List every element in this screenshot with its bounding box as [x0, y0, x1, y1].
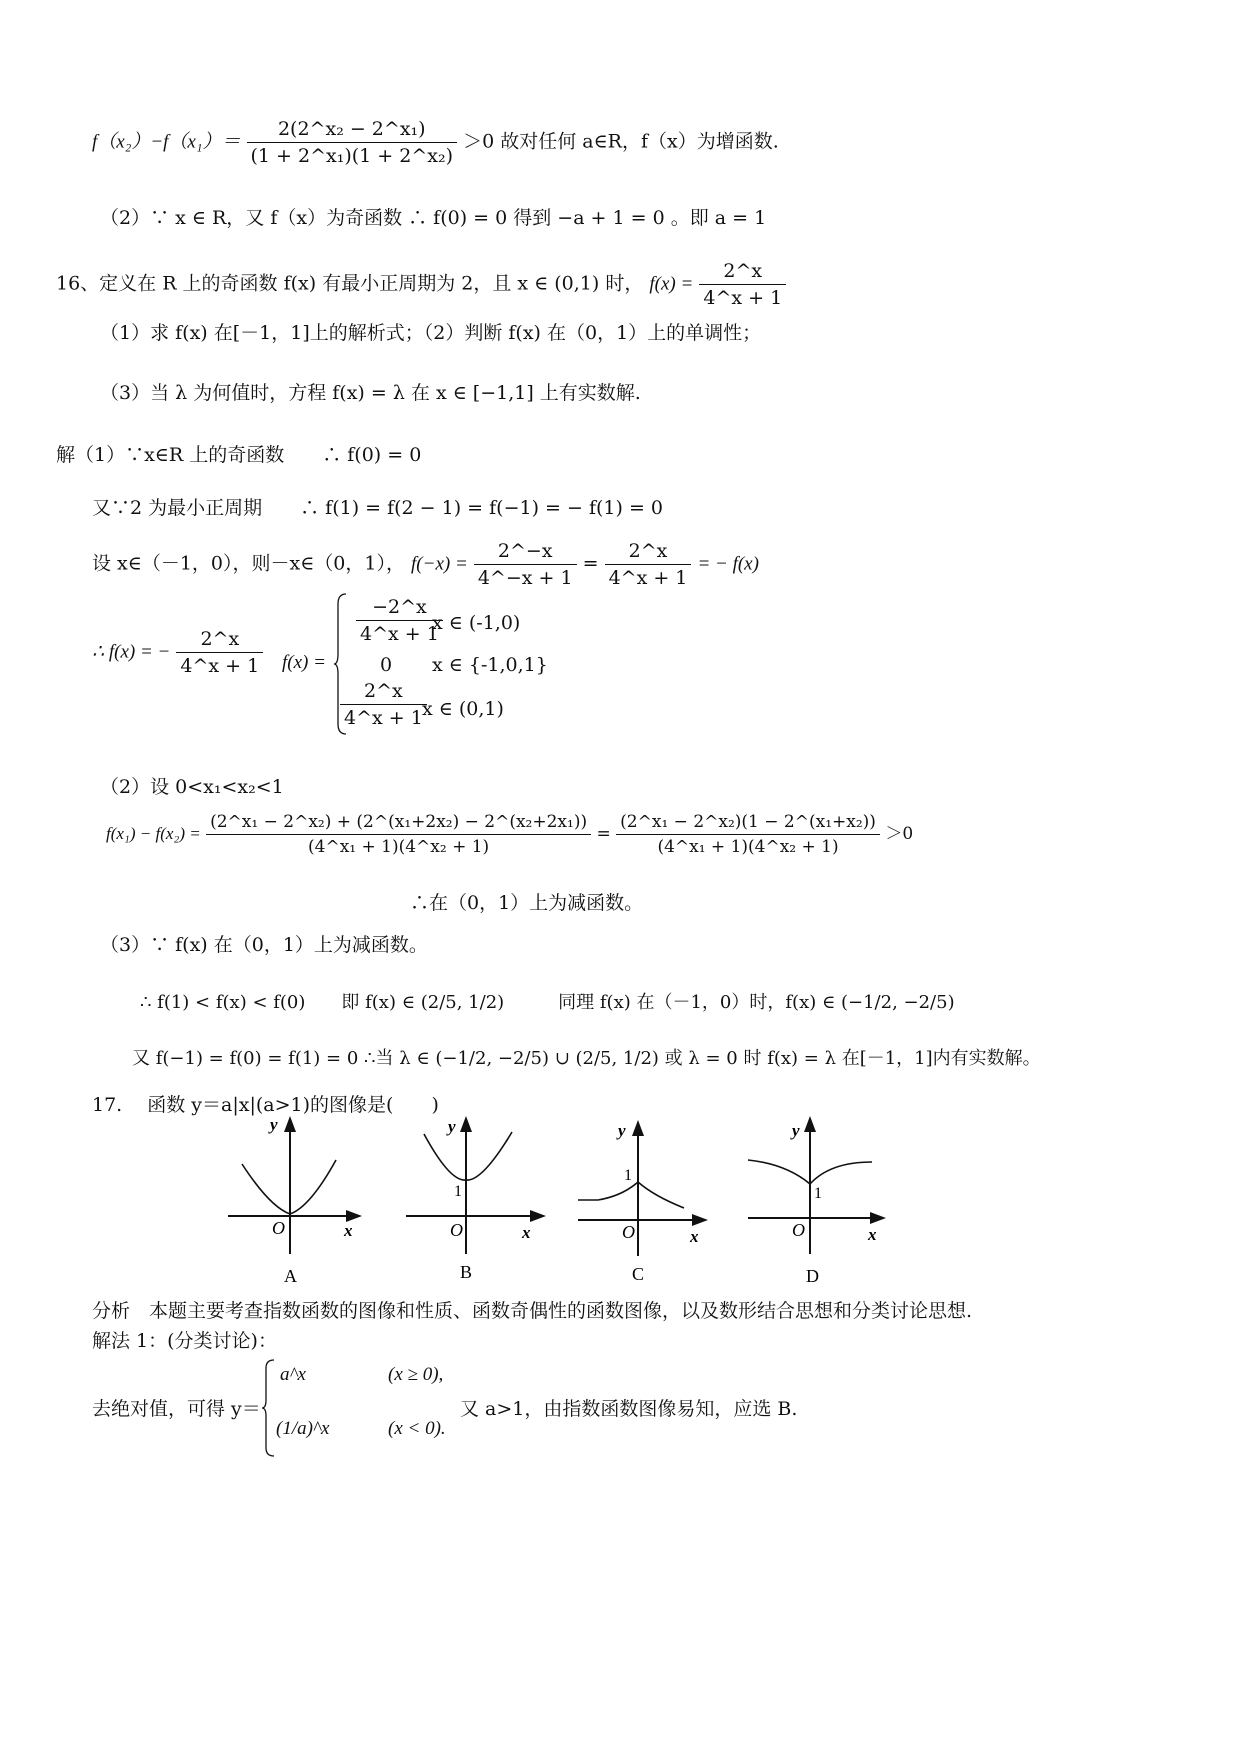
q17-graphs [220, 1112, 900, 1292]
piece3-num: 2^x [364, 680, 403, 702]
graph-a-origin: O [272, 1218, 285, 1238]
sol-p3-intro: （3）∵ f(x) 在（0，1）上为减函数。 [100, 934, 428, 956]
piece1-num: −2^x [372, 596, 427, 618]
sol-s4-num: 2^x [200, 628, 240, 650]
analysis-case2-cond: (x < 0). [388, 1418, 446, 1439]
line1-lhs: f（x₂）−f（x₁）＝ [92, 131, 241, 153]
q16-part1: （1）求 f(x) 在[－1，1]上的解析式；（2）判断 f(x) 在（0，1）上的单调性； [100, 322, 762, 344]
sol-p2-num2: (2^x₁ − 2^x₂)(1 − 2^(x₁+x₂)) [620, 812, 876, 832]
sol-s4-lhs: ∴ f(x) = − [92, 641, 171, 663]
sol-p2-frac1 [206, 812, 591, 857]
sol-p2-line [106, 812, 913, 857]
graph-a-y-label: y [270, 1115, 278, 1134]
sol-s3-d1: 4^−x + 1 [474, 564, 577, 589]
sol-p2-den1: (4^x₁ + 1)(4^x₂ + 1) [206, 834, 591, 857]
sol-s4-fraction [176, 628, 263, 677]
piece3-fraction [340, 680, 427, 729]
graph-c-one: 1 [624, 1167, 632, 1184]
piece2-val: 0 [380, 654, 393, 676]
sol-p2-intro: （2）设 0<x₁<x₂<1 [100, 776, 284, 798]
q16-stem-num: 2^x [723, 260, 763, 282]
analysis-a3-tail: 又 a>1，由指数函数图像易知，应选 B. [460, 1398, 798, 1420]
graph-d-x-label: x [868, 1225, 877, 1244]
graph-b-y-label: y [448, 1117, 456, 1136]
graph-c-y-label: y [618, 1121, 626, 1140]
graph-b-one: 1 [454, 1183, 462, 1200]
sol-s3-n2: 2^x [628, 540, 668, 562]
graph-d-label: D [806, 1266, 819, 1286]
analysis-case1-expr: a^x [280, 1364, 306, 1385]
piece1-fraction [356, 596, 443, 645]
sol-p2-frac2 [616, 812, 880, 857]
q16-stem-lhs: f(x) = [649, 273, 694, 295]
piece1-cond: x ∈ (-1,0) [432, 612, 521, 634]
sol-s3-frac2 [605, 540, 692, 589]
piece3 [340, 680, 427, 729]
analysis-brace [262, 1358, 278, 1463]
line1-num: 2(2^x₂ − 2^x₁) [277, 118, 426, 140]
sol-s3-tail: = − f(x) [697, 553, 759, 575]
sol-p2-num1: (2^x₁ − 2^x₂) + (2^(x₁+2x₂) − 2^(x₂+2x₁)) [210, 812, 588, 832]
sol-s3-mid: = [582, 552, 599, 575]
sol-s3-prefix: 设 x∈（－1，0），则－x∈（0，1）， [92, 552, 405, 575]
graph-d-one: 1 [814, 1185, 822, 1202]
graph-b-origin: O [450, 1220, 463, 1240]
sol-s3 [92, 540, 759, 589]
graph-c-x-label: x [690, 1227, 699, 1246]
graph-c [578, 1121, 704, 1284]
graph-b-x-label: x [522, 1223, 531, 1242]
graph-d-origin: O [792, 1220, 805, 1240]
graph-a [228, 1115, 358, 1286]
q17-stem: 17. 函数 y＝a|x|(a>1)的图像是( ) [92, 1094, 439, 1116]
line1-den: (1 + 2^x₁)(1 + 2^x₂) [247, 142, 458, 167]
analysis-case1-cond: (x ≥ 0), [388, 1364, 444, 1385]
sol-s1: 解（1）∵x∈R 上的奇函数 ∴ f(0) = 0 [56, 444, 422, 466]
brace-icon [262, 1358, 278, 1458]
analysis-a1: 分析 本题主要考查指数函数的图像和性质、函数奇偶性的函数图像，以及数形结合思想和分类讨论思想. [92, 1300, 973, 1322]
sol-p2-eq: = [596, 824, 611, 844]
sol-p3-final: 又 f(−1) = f(0) = f(1) = 0 ∴当 λ ∈ (−1/2, −2/5) ∪ (2/5, 1/2) 或 λ = 0 时 f(x) = λ 在[－1，1]内有实数解。 [132, 1048, 1041, 1069]
graph-c-label: C [632, 1264, 645, 1284]
sol-s2: 又∵2 为最小正周期 ∴ f(1) = f(2 − 1) = f(−1) = − f(1) = 0 [92, 497, 664, 519]
line1-fraction [247, 118, 458, 167]
q16-stem [56, 260, 786, 309]
piece1-den: 4^x + 1 [356, 620, 443, 645]
sol-p2-tail: ＞0 [885, 824, 914, 844]
sol-p2-conclusion: ∴在（0，1）上为减函数。 [410, 892, 644, 914]
sol-s3-frac1 [474, 540, 577, 589]
sol-p2-lhs: f(x₁) − f(x₂) = [106, 824, 201, 843]
graph-a-label: A [284, 1266, 297, 1286]
line2: （2）∵ x ∈ R，又 f（x）为奇函数 ∴ f(0) = 0 得到 −a + 1 = 0 。即 a = 1 [100, 207, 767, 229]
graph-d [748, 1120, 882, 1286]
q16-stem-den: 4^x + 1 [699, 284, 786, 309]
analysis-a3-prefix: 去绝对值，可得 y＝ [92, 1398, 261, 1420]
graph-c-origin: O [622, 1222, 635, 1242]
graph-d-y-label: y [792, 1121, 800, 1140]
sol-s4-den: 4^x + 1 [176, 652, 263, 677]
q16-stem-fraction [699, 260, 786, 309]
piece3-den: 4^x + 1 [340, 704, 427, 729]
q16-part3: （3）当 λ 为何值时，方程 f(x) = λ 在 x ∈ [−1,1] 上有实数解. [100, 382, 641, 404]
sol-p3-line: ∴ f(1) < f(x) < f(0) 即 f(x) ∈ (2/5, 1/2) 同理 f(x) 在（－1，0）时，f(x) ∈ (−1/2, −2/5) [140, 992, 955, 1013]
piecewise-lhs: f(x) = [282, 652, 326, 673]
line1-tail: ＞0 故对任何 a∈R，f（x）为增函数. [463, 130, 779, 153]
sol-s3-lhs: f(−x) = [411, 553, 468, 575]
piece3-cond: x ∈ (0,1) [422, 698, 504, 720]
sol-s4 [92, 628, 263, 677]
piece2-cond: x ∈ {-1,0,1} [432, 654, 548, 676]
analysis-a2: 解法 1：(分类讨论)： [92, 1330, 277, 1352]
sol-p2-den2: (4^x₁ + 1)(4^x₂ + 1) [616, 834, 880, 857]
q16-stem-text: 16、定义在 R 上的奇函数 f(x) 有最小正周期为 2，且 x ∈ (0,1) 时， [56, 272, 644, 295]
sol-s3-n1: 2^−x [497, 540, 553, 562]
graph-a-x-label: x [344, 1221, 353, 1240]
piece1 [356, 596, 443, 645]
graph-b-label: B [460, 1262, 473, 1282]
sol-s3-d2: 4^x + 1 [605, 564, 692, 589]
line1 [92, 118, 779, 167]
graph-b [406, 1117, 542, 1282]
analysis-case2-expr: (1/a)^x [276, 1418, 330, 1439]
